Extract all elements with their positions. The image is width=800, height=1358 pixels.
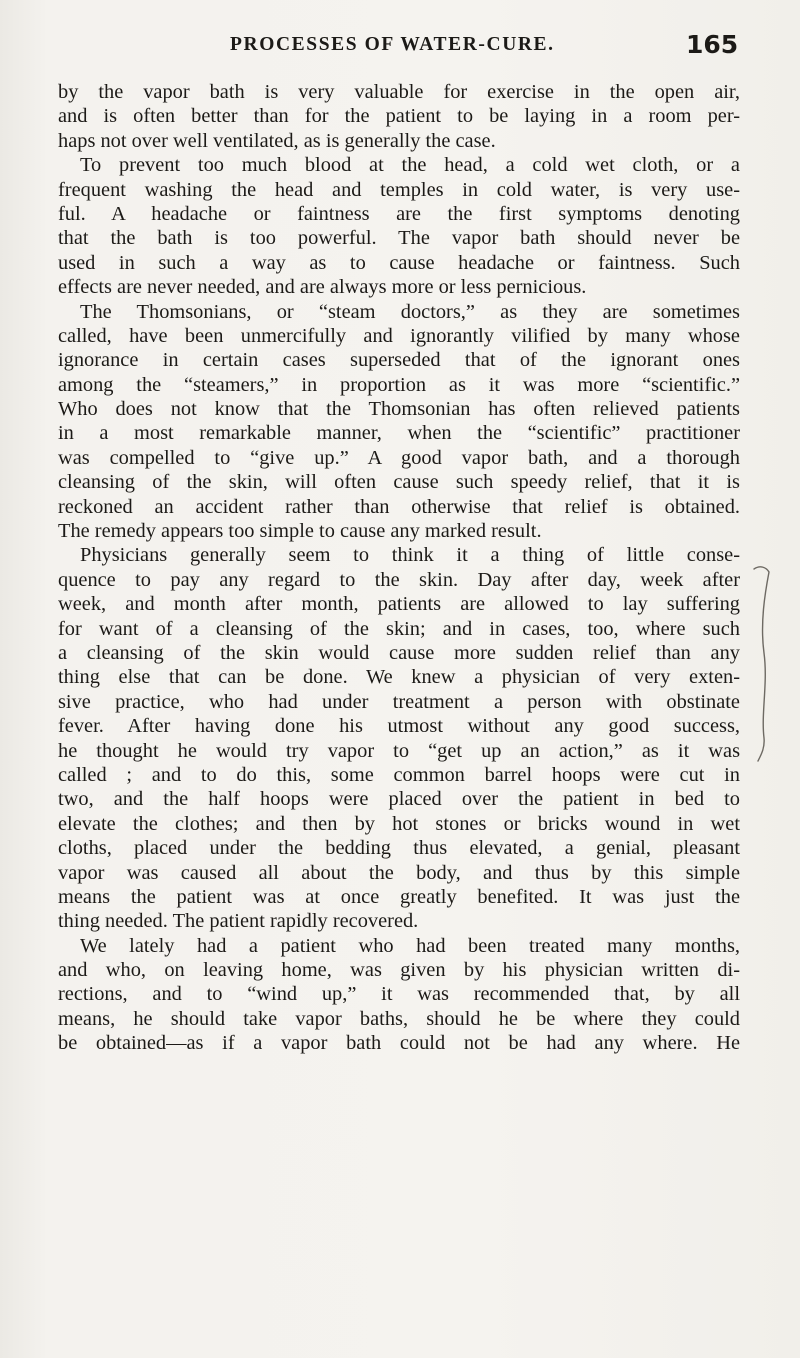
text-line: ful. A headache or faintness are the first symptoms denoting <box>58 202 740 225</box>
text-line: quence to pay any regard to the skin. Day after day, week after <box>58 568 740 591</box>
text-line: The remedy appears too simple to cause any marked result. <box>58 520 542 543</box>
page-number: 165 <box>686 30 739 59</box>
text-line: cloths, placed under the bedding thus elevated, a genial, pleasant <box>58 837 740 860</box>
text-line: means the patient was at once greatly benefited. It was just the <box>58 885 740 908</box>
text-line: Physicians generally seem to think it a thing of little conse- <box>80 544 740 567</box>
text-line: by the vapor bath is very valuable for exercise in the open air, <box>58 81 740 103</box>
text-line: thing else that can be done. We knew a physician of very exten- <box>58 666 740 689</box>
text-line: two, and the half hoops were placed over the patient in bed to <box>58 788 740 811</box>
text-line: effects are never needed, and are always more or less pernicious. <box>58 276 587 299</box>
text-line: week, and month after month, patients are allowed to lay suffering <box>58 593 740 616</box>
text-line: rections, and to “wind up,” it was recommended that, by all <box>58 983 740 1006</box>
running-head <box>0 30 800 62</box>
text-line: was compelled to “give up.” A good vapor bath, and a thorough <box>58 446 740 469</box>
text-line: frequent washing the head and temples in cold water, is very use- <box>58 178 740 201</box>
text-line: a cleansing of the skin would cause more sudden relief than any <box>58 641 740 664</box>
text-line: reckoned an accident rather than otherwise that relief is obtained. <box>58 495 740 518</box>
text-line: in a most remarkable manner, when the “scientific” practitioner <box>58 422 740 445</box>
text-line: vapor was caused all about the body, and thus by this simple <box>58 861 740 884</box>
text-line: thing needed. The patient rapidly recovered. <box>58 910 419 933</box>
text-line: called, have been unmercifully and ignorantly vilified by many whose <box>58 324 740 347</box>
text-line: be obtained—as if a vapor bath could not be had any where. He <box>58 1032 740 1055</box>
text-line: Who does not know that the Thomsonian has often relieved patients <box>58 398 740 421</box>
text-line: among the “steamers,” in proportion as it was more “scientific.” <box>58 373 740 396</box>
text-line: elevate the clothes; and then by hot stones or bricks wound in wet <box>58 812 740 835</box>
text-line: haps not over well ventilated, as is generally the case. <box>58 129 496 152</box>
text-line: sive practice, who had under treatment a person with obstinate <box>58 690 740 713</box>
text-line: cleansing of the skin, will often cause such speedy relief, that it is <box>58 471 740 494</box>
text-line: that the bath is too powerful. The vapor bath should never be <box>58 227 740 250</box>
text-line: and who, on leaving home, was given by his physician written di- <box>58 959 740 982</box>
text-line: called ; and to do this, some common barrel hoops were cut in <box>58 763 740 786</box>
running-title: PROCESSES OF WATER-CURE. <box>230 34 555 55</box>
text-line: ignorance in certain cases superseded that of the ignorant ones <box>58 349 740 372</box>
body-text <box>58 80 740 1056</box>
text-line: The Thomsonians, or “steam doctors,” as they are sometimes <box>80 300 740 323</box>
text-line: and is often better than for the patient to be laying in a room per- <box>58 105 740 128</box>
text-line: for want of a cleansing of the skin; and in cases, too, where such <box>58 617 740 640</box>
text-line: means, he should take vapor baths, should he be where they could <box>58 1007 740 1030</box>
text-line: he thought he would try vapor to “get up an action,” as it was <box>58 739 740 762</box>
text-line: used in such a way as to cause headache or faintness. Such <box>58 251 740 274</box>
text-line: We lately had a patient who had been treated many months, <box>80 934 740 957</box>
text-line: fever. After having done his utmost without any good success, <box>58 715 740 738</box>
pencil-margin-bracket <box>752 563 774 763</box>
text-line: To prevent too much blood at the head, a cold wet cloth, or a <box>80 154 740 177</box>
